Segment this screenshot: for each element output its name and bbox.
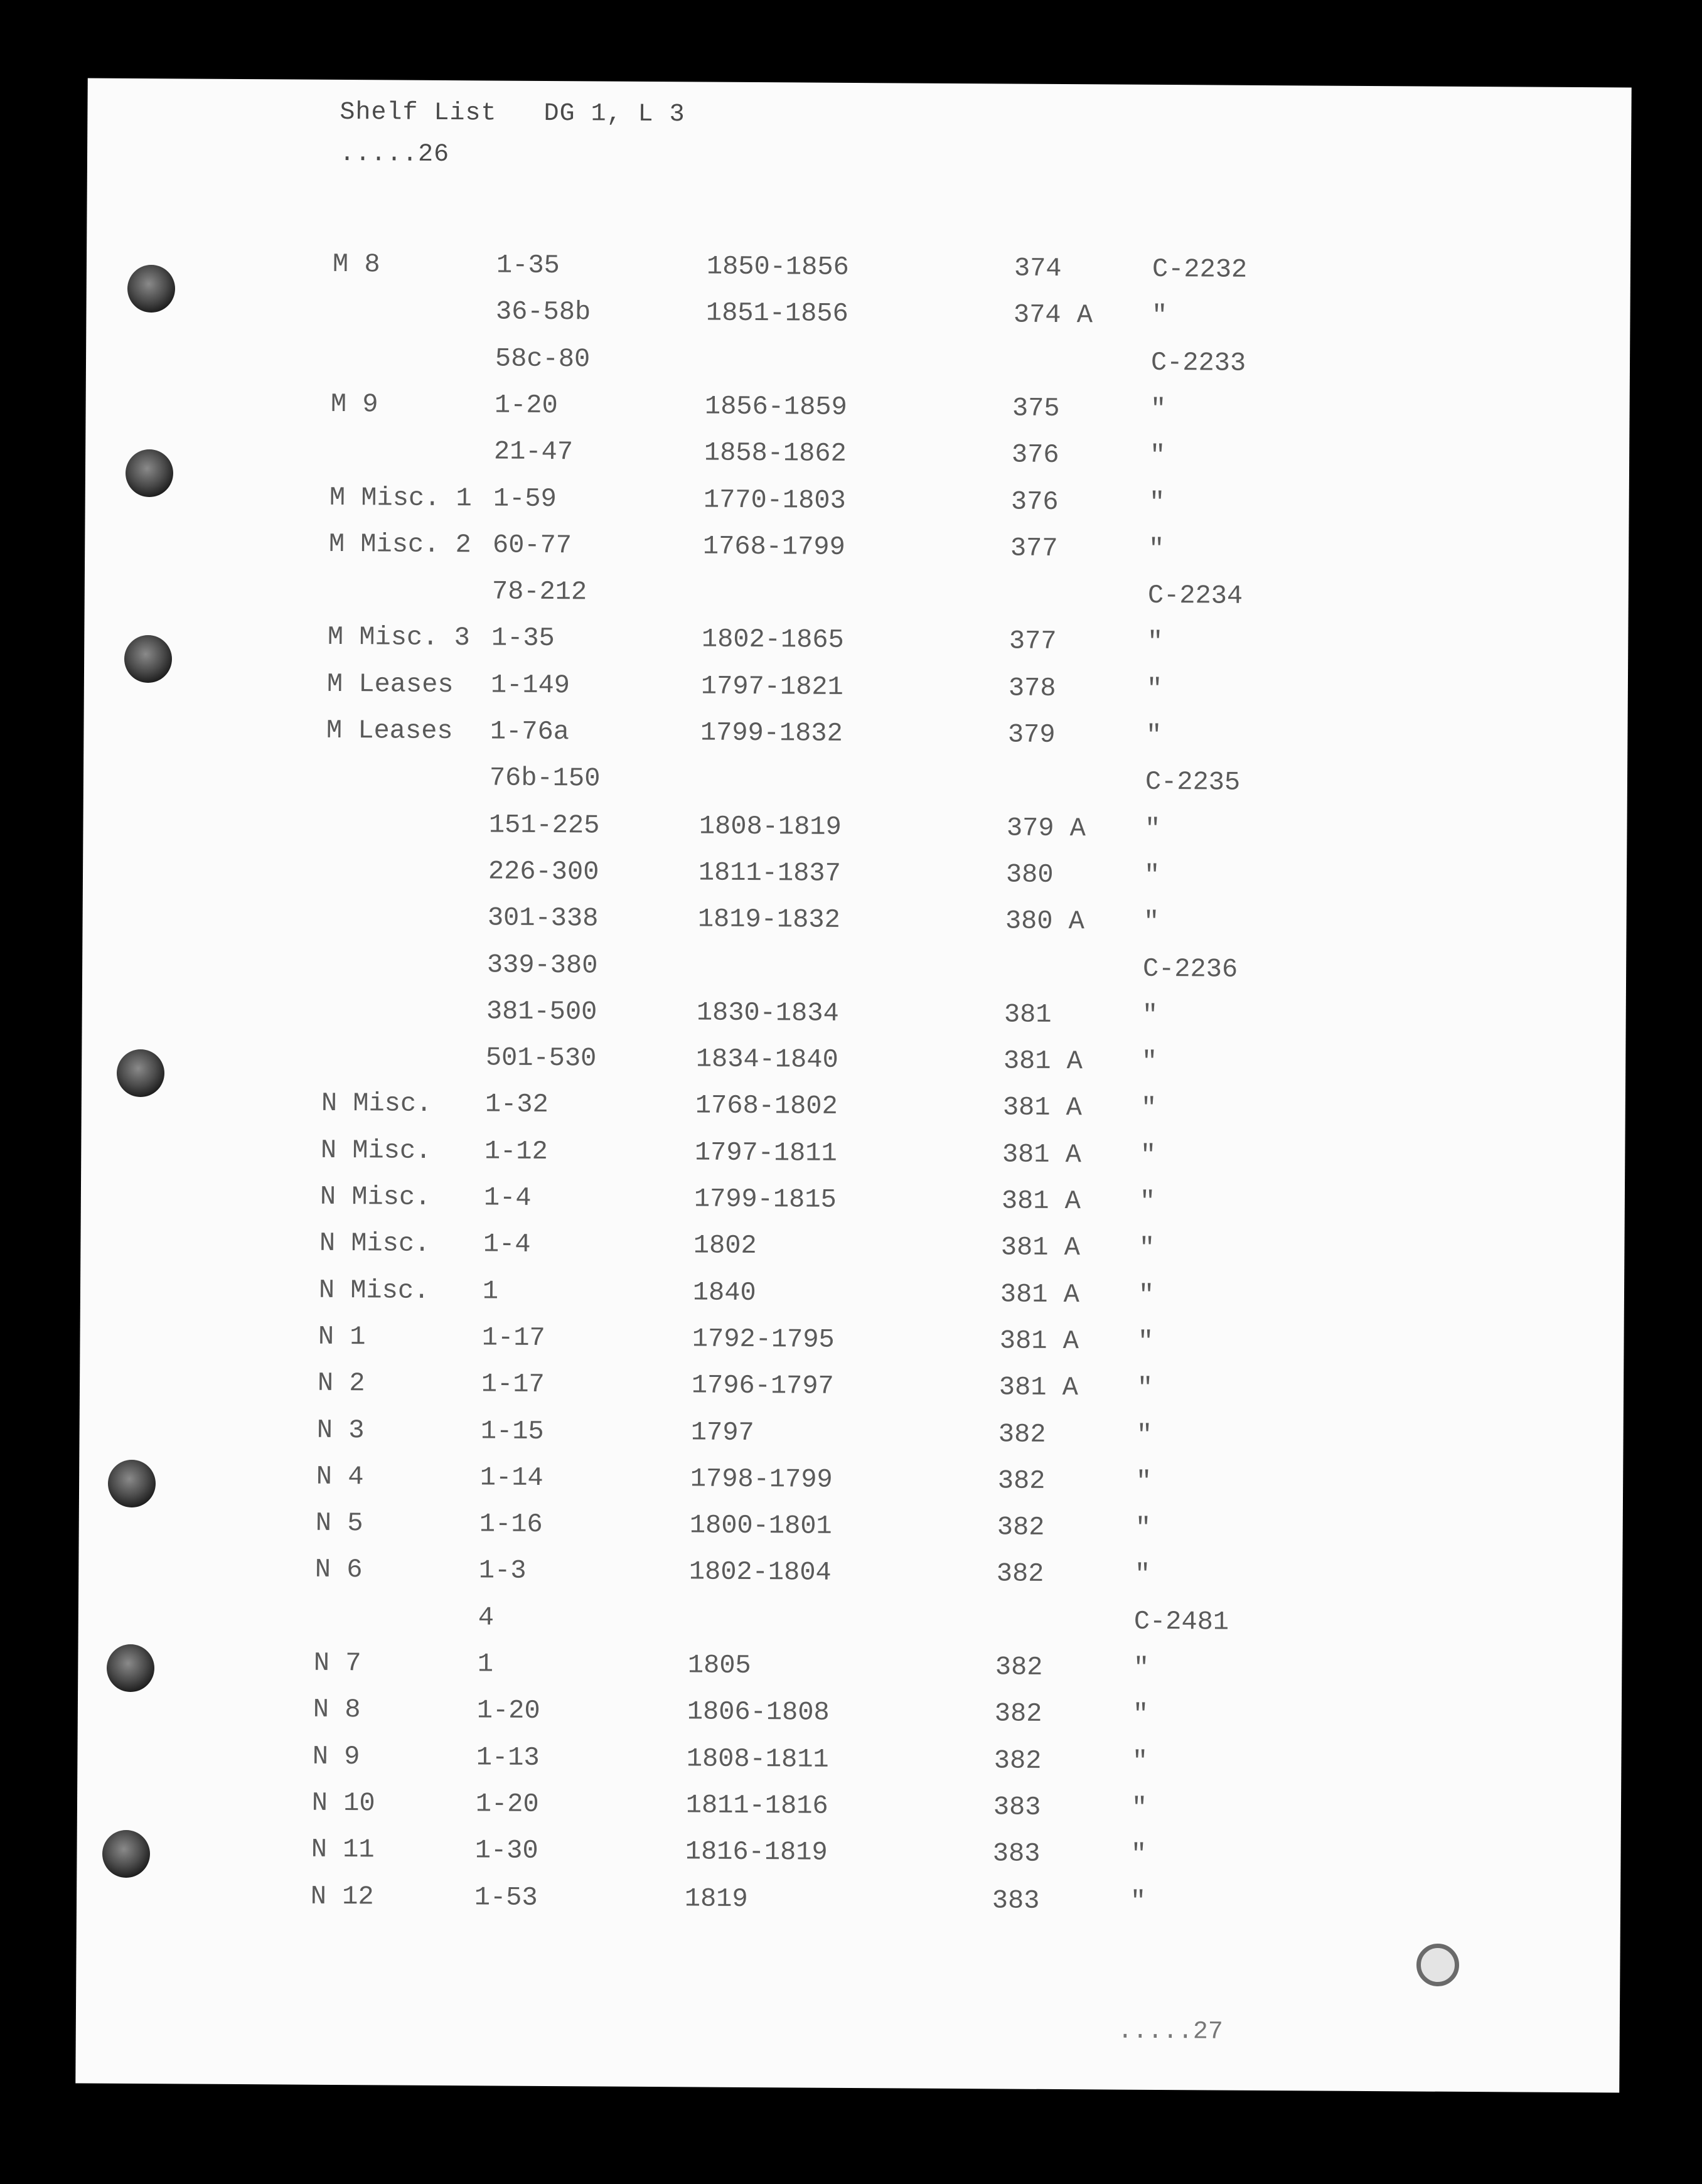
reel-cell: " <box>1130 1839 1147 1870</box>
series-cell: N 10 <box>311 1787 375 1819</box>
box-cell: 375 <box>1012 393 1060 424</box>
items-cell: 78-212 <box>491 576 587 608</box>
punch-hole <box>126 449 173 497</box>
years-cell: 1802 <box>693 1230 757 1261</box>
years-cell: 1802-1865 <box>701 624 844 656</box>
reel-cell: " <box>1132 1746 1148 1777</box>
years-cell: 1851-1856 <box>705 297 848 329</box>
reel-cell: C-2236 <box>1142 953 1238 985</box>
years-cell: 1806-1808 <box>687 1696 830 1728</box>
punch-hole <box>117 1049 164 1097</box>
reel-cell: " <box>1140 1093 1157 1124</box>
items-cell: 1-149 <box>490 670 570 700</box>
reel-cell: " <box>1136 1420 1153 1450</box>
box-cell: 382 <box>996 1558 1044 1590</box>
years-cell: 1858-1862 <box>704 437 847 469</box>
box-cell: 381 A <box>1002 1092 1083 1123</box>
series-cell: N 7 <box>313 1647 361 1679</box>
reel-cell: " <box>1144 813 1161 844</box>
reel-cell: " <box>1135 1466 1152 1497</box>
box-cell: 381 A <box>1001 1186 1081 1217</box>
box-cell: 374 A <box>1013 299 1093 331</box>
years-cell: 1808-1811 <box>686 1743 829 1775</box>
box-cell: 382 <box>998 1418 1046 1450</box>
page-title: Shelf List DG 1, L 3 <box>340 98 685 129</box>
reel-cell: " <box>1134 1560 1151 1590</box>
box-cell: 381 A <box>1003 1046 1083 1077</box>
items-cell: 1-4 <box>483 1229 531 1260</box>
items-cell: 1-16 <box>479 1509 543 1540</box>
reel-cell: " <box>1138 1280 1155 1310</box>
items-cell: 1-35 <box>491 623 555 654</box>
page-number: .....26 <box>339 139 450 169</box>
reel-cell: " <box>1150 393 1167 424</box>
punch-hole <box>102 1830 150 1878</box>
years-cell: 1768-1802 <box>695 1090 838 1122</box>
reel-cell: " <box>1139 1186 1156 1217</box>
series-cell: N 3 <box>316 1415 365 1445</box>
years-cell: 1792-1795 <box>692 1324 835 1355</box>
reel-cell: C-2233 <box>1150 347 1246 378</box>
document-page <box>75 78 1631 2093</box>
reel-cell: " <box>1138 1233 1155 1264</box>
reel-cell: " <box>1135 1512 1152 1544</box>
reel-cell: " <box>1143 907 1160 938</box>
years-cell: 1797 <box>690 1416 754 1448</box>
years-cell: 1856-1859 <box>704 391 847 422</box>
items-cell: 4 <box>478 1602 495 1633</box>
reel-cell: " <box>1149 441 1166 471</box>
box-cell: 376 <box>1010 486 1059 517</box>
items-cell: 151-225 <box>488 810 600 841</box>
reel-cell: " <box>1130 1886 1147 1917</box>
series-cell: N 8 <box>313 1694 361 1725</box>
series-cell: M Misc. 2 <box>328 528 471 560</box>
years-cell: 1799-1815 <box>693 1184 837 1215</box>
box-cell: 382 <box>997 1512 1045 1543</box>
series-cell: M 9 <box>330 388 378 420</box>
items-cell: 1-35 <box>496 250 560 281</box>
reel-cell: C-2234 <box>1147 580 1243 611</box>
items-cell: 1-14 <box>479 1462 543 1493</box>
series-cell: N 12 <box>310 1881 374 1912</box>
reel-cell: C-2232 <box>1152 254 1248 285</box>
years-cell: 1840 <box>692 1277 756 1308</box>
box-cell: 377 <box>1009 626 1057 657</box>
box-cell: 382 <box>994 1698 1042 1730</box>
box-cell: 379 A <box>1006 813 1086 843</box>
reel-cell: " <box>1137 1326 1154 1357</box>
items-cell: 1-32 <box>484 1089 549 1120</box>
years-cell: 1797-1821 <box>700 671 843 702</box>
reel-cell: " <box>1140 1140 1157 1170</box>
years-cell: 1799-1832 <box>700 717 843 749</box>
items-cell: 1-3 <box>478 1555 527 1587</box>
items-cell: 1-59 <box>493 483 557 514</box>
punch-hole <box>107 1644 154 1692</box>
items-cell: 301-338 <box>487 902 599 934</box>
reel-cell: " <box>1145 720 1162 751</box>
items-cell: 1-12 <box>484 1136 548 1167</box>
box-cell: 383 <box>993 1792 1041 1823</box>
years-cell: 1797-1811 <box>694 1137 837 1169</box>
years-cell: 1816-1819 <box>685 1836 828 1868</box>
box-cell: 382 <box>993 1745 1042 1776</box>
years-cell: 1768-1799 <box>702 531 845 562</box>
series-cell: N Misc. <box>318 1275 430 1306</box>
series-cell: N 4 <box>316 1461 364 1492</box>
series-cell: M Misc. 1 <box>329 482 472 513</box>
series-cell: N 6 <box>314 1555 363 1585</box>
years-cell: 1802-1804 <box>688 1556 832 1588</box>
reel-cell: " <box>1151 301 1168 331</box>
punch-hole <box>127 265 175 313</box>
years-cell: 1796-1797 <box>691 1370 834 1402</box>
box-cell: 381 A <box>999 1325 1079 1357</box>
series-cell: M Leases <box>326 668 454 700</box>
years-cell: 1811-1816 <box>685 1790 828 1821</box>
years-cell: 1830-1834 <box>696 997 839 1029</box>
reel-cell: " <box>1141 1046 1158 1078</box>
reel-cell: " <box>1147 627 1164 658</box>
years-cell: 1800-1801 <box>689 1510 832 1541</box>
punch-hole <box>124 635 172 683</box>
items-cell: 1-4 <box>483 1182 532 1213</box>
items-cell: 501-530 <box>485 1042 597 1074</box>
box-cell: 380 <box>1005 859 1054 890</box>
box-cell: 379 <box>1007 719 1056 750</box>
items-cell: 60-77 <box>492 530 572 561</box>
reel-cell: " <box>1148 487 1165 518</box>
years-cell: 1770-1803 <box>703 484 846 516</box>
items-cell: 21-47 <box>493 436 574 468</box>
reel-cell: " <box>1137 1373 1153 1404</box>
items-cell: 1-76a <box>490 716 570 747</box>
series-cell: N 11 <box>311 1834 375 1865</box>
series-cell: N Misc. <box>319 1181 431 1212</box>
years-cell: 1834-1840 <box>695 1044 838 1075</box>
box-cell: 378 <box>1008 673 1056 704</box>
reel-cell: " <box>1132 1700 1149 1730</box>
items-cell: 1-13 <box>476 1742 540 1773</box>
series-cell: M Misc. 3 <box>327 622 470 653</box>
reel-cell: " <box>1146 673 1163 704</box>
years-cell: 1808-1819 <box>698 811 842 842</box>
reel-cell: " <box>1131 1792 1148 1823</box>
items-cell: 1-17 <box>481 1369 545 1400</box>
series-cell: N Misc. <box>319 1228 431 1260</box>
box-cell: 383 <box>992 1885 1040 1916</box>
reel-cell: " <box>1142 1000 1159 1030</box>
box-cell: 381 A <box>1000 1279 1080 1310</box>
years-cell: 1798-1799 <box>690 1464 833 1495</box>
box-cell: 381 <box>1004 999 1052 1030</box>
items-cell: 58c-80 <box>495 343 591 375</box>
items-cell: 1 <box>482 1275 499 1307</box>
box-cell: 376 <box>1011 439 1059 471</box>
box-cell: 381 A <box>1002 1139 1082 1170</box>
items-cell: 36-58b <box>495 296 591 328</box>
continuation-marker: .....27 <box>1117 2017 1223 2047</box>
reel-cell: C-2481 <box>1133 1606 1229 1637</box>
reel-cell: " <box>1148 533 1165 564</box>
series-cell: N Misc. <box>321 1088 432 1120</box>
box-cell: 381 A <box>998 1372 1079 1403</box>
years-cell: 1819 <box>684 1883 748 1914</box>
box-cell: 380 A <box>1005 906 1085 937</box>
box-cell: 382 <box>997 1465 1046 1496</box>
reel-cell: C-2235 <box>1145 767 1241 798</box>
series-cell: N 5 <box>315 1507 363 1539</box>
items-cell: 1-53 <box>474 1882 538 1913</box>
series-cell: M Leases <box>326 715 453 747</box>
items-cell: 1 <box>477 1649 494 1679</box>
items-cell: 1-20 <box>494 390 558 420</box>
punch-hole <box>108 1460 156 1507</box>
series-cell: N 1 <box>318 1321 366 1352</box>
items-cell: 1-20 <box>476 1695 540 1726</box>
box-cell: 374 <box>1014 253 1062 284</box>
series-cell: N Misc. <box>320 1135 432 1166</box>
series-cell: N 2 <box>317 1368 365 1399</box>
box-cell: 382 <box>995 1652 1043 1683</box>
items-cell: 1-20 <box>475 1789 539 1819</box>
ring-reinforcement <box>1416 1944 1459 1986</box>
box-cell: 383 <box>992 1838 1041 1870</box>
years-cell: 1811-1837 <box>698 857 841 889</box>
years-cell: 1805 <box>687 1650 751 1681</box>
years-cell: 1850-1856 <box>706 251 849 282</box>
series-cell: N 9 <box>312 1741 360 1772</box>
items-cell: 226-300 <box>488 856 599 887</box>
items-cell: 1-15 <box>480 1415 544 1447</box>
years-cell: 1819-1832 <box>697 904 840 936</box>
items-cell: 339-380 <box>486 949 598 981</box>
box-cell: 377 <box>1010 533 1058 564</box>
items-cell: 1-17 <box>481 1322 545 1353</box>
reel-cell: " <box>1133 1652 1150 1683</box>
reel-cell: " <box>1143 860 1160 891</box>
items-cell: 1-30 <box>474 1835 538 1866</box>
box-cell: 381 A <box>1000 1232 1081 1263</box>
items-cell: 76b-150 <box>489 763 601 794</box>
series-cell: M 8 <box>332 249 380 280</box>
items-cell: 381-500 <box>486 996 597 1027</box>
